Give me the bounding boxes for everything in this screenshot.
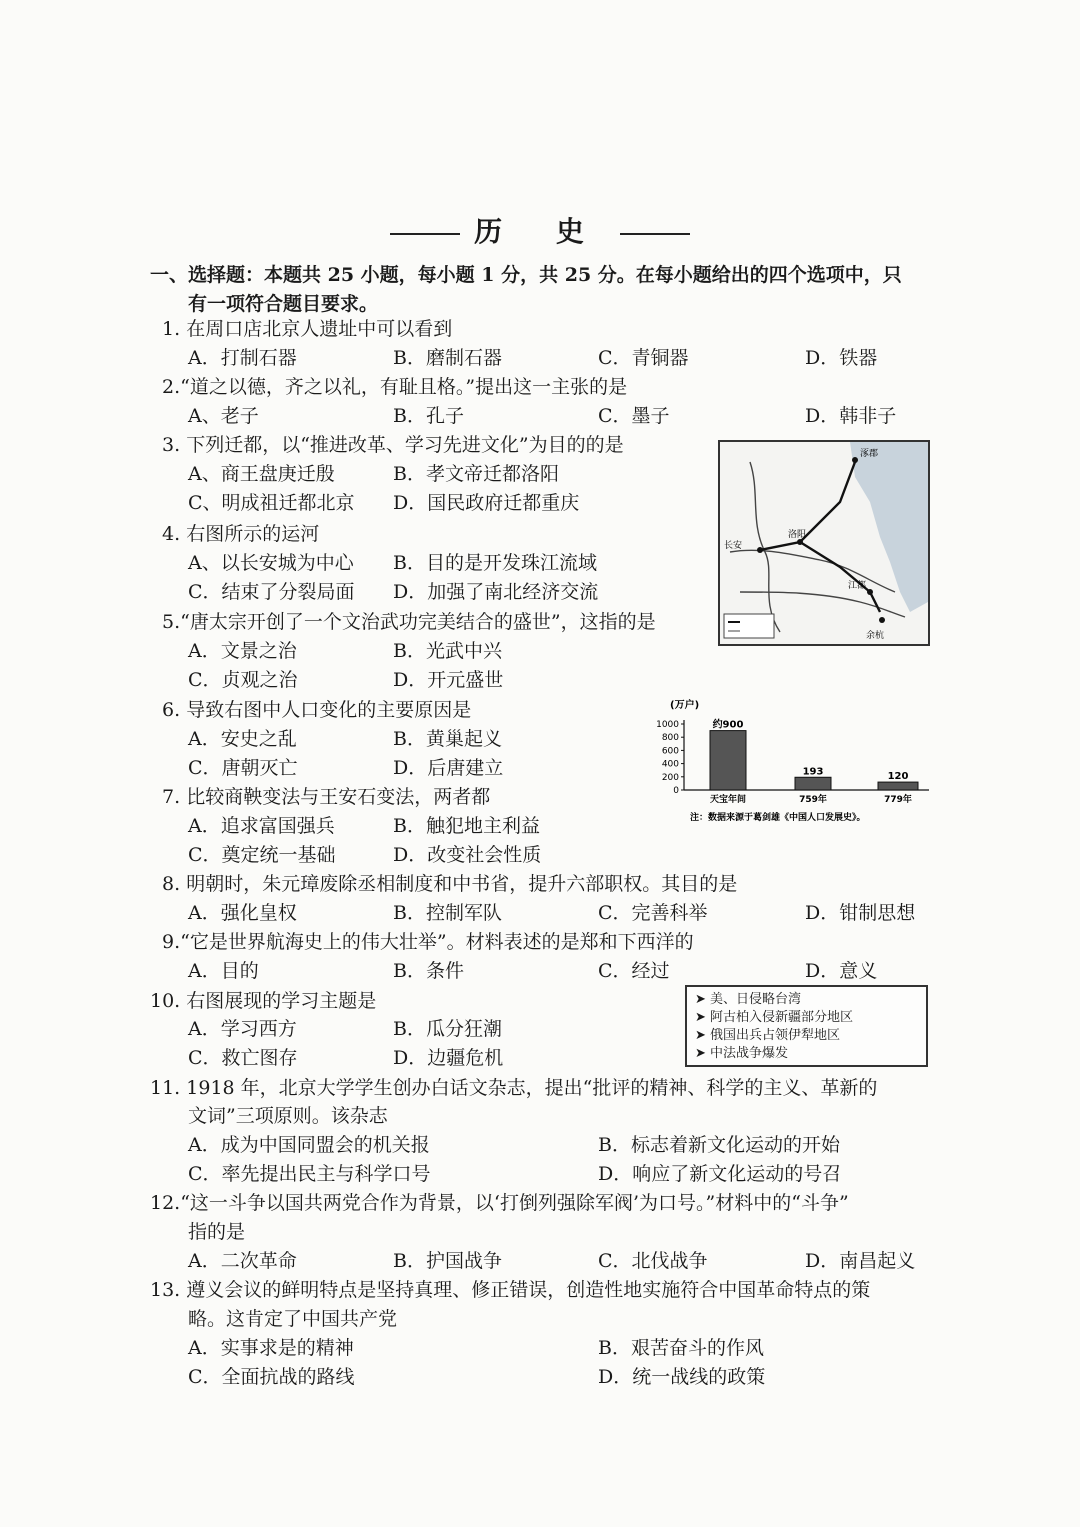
q9-option-c[interactable]: C．经过: [598, 960, 670, 982]
q8-option-c[interactable]: C．完善科举: [598, 902, 708, 924]
chart-category-label: 天宝年间: [709, 795, 747, 805]
chart-y-tick-label: 200: [661, 772, 679, 783]
chart-y-tick-label: 800: [661, 733, 679, 744]
canal-map: [718, 440, 930, 646]
question-11: 11. 1918 年，北京大学学生创办白话文杂志，提出“批评的精神、科学的主义、革新的: [150, 1077, 878, 1099]
page-title: 历 史: [0, 210, 1080, 250]
q1-option-a[interactable]: A．打制石器: [188, 347, 297, 369]
section-instruction-line2: 有一项符合题目要求。: [188, 293, 379, 315]
question-7: 7. 比较商鞅变法与王安石变法，两者都: [162, 786, 491, 808]
chart-data-label: 193: [802, 766, 824, 778]
q6-option-b[interactable]: B．黄巢起义: [393, 728, 502, 750]
q3-option-c[interactable]: C、明成祖迁都北京: [188, 492, 355, 514]
q4-option-c[interactable]: C．结束了分裂局面: [188, 581, 355, 603]
q9-option-d[interactable]: D．意义: [805, 960, 878, 982]
question-11-cont: 文词”三项原则。该杂志: [188, 1105, 388, 1127]
map-legend: [724, 614, 774, 638]
q1-option-d[interactable]: D．铁器: [805, 347, 878, 369]
q7-option-c[interactable]: C．奠定统一基础: [188, 844, 336, 866]
population-chart-svg: [650, 698, 940, 828]
question-12-cont: 指的是: [188, 1221, 246, 1243]
q6-option-c[interactable]: C．唐朝灭亡: [188, 757, 298, 779]
chart-category-label: 779年: [884, 795, 912, 805]
q7-option-a[interactable]: A．追求富国强兵: [188, 815, 335, 837]
map-label-jiangdu: 江都: [848, 581, 867, 591]
question-13-cont: 略。这肯定了中国共产党: [188, 1308, 398, 1330]
q1-option-b[interactable]: B．磨制石器: [393, 347, 502, 369]
title-rule-right: [620, 233, 690, 235]
q8-option-b[interactable]: B．控制军队: [393, 902, 502, 924]
city-zhuojun: [852, 457, 858, 463]
q5-option-c[interactable]: C．贞观之治: [188, 669, 298, 691]
q5-option-a[interactable]: A．文景之治: [188, 640, 297, 662]
map-label-changan: 长安: [724, 541, 743, 551]
q10-option-b[interactable]: B．瓜分狂潮: [393, 1018, 502, 1040]
q2-option-a[interactable]: A、老子: [188, 405, 259, 427]
chart-unit-label: (万户): [670, 700, 700, 711]
q4-option-a[interactable]: A、以长安城为中心: [188, 552, 354, 574]
events-item-3: ➤ 俄国出兵占领伊犁地区: [695, 1028, 841, 1043]
chart-bar: [710, 731, 746, 790]
q13-option-c[interactable]: C．全面抗战的路线: [188, 1366, 355, 1388]
city-jiangdu: [867, 589, 873, 595]
q13-option-d[interactable]: D．统一战线的政策: [598, 1366, 766, 1388]
events-box: [685, 985, 928, 1067]
population-chart: [650, 698, 940, 828]
q12-option-b[interactable]: B．护国战争: [393, 1250, 502, 1272]
q2-option-b[interactable]: B．孔子: [393, 405, 464, 427]
question-3: 3. 下列迁都，以“推进改革、学习先进文化”为目的的是: [162, 434, 624, 456]
q12-option-a[interactable]: A．二次革命: [188, 1250, 297, 1272]
question-2: 2.“道之以德，齐之以礼，有耻且格。”提出这一主张的是: [162, 376, 628, 398]
chart-data-label: 120: [887, 771, 909, 783]
q6-option-d[interactable]: D．后唐建立: [393, 757, 504, 779]
chart-data-label: 约900: [712, 719, 744, 731]
q11-option-b[interactable]: B．标志着新文化运动的开始: [598, 1134, 840, 1156]
chart-y-tick-label: 600: [661, 746, 679, 757]
title-rule-left: [390, 233, 460, 235]
chart-y-tick-label: 0: [673, 786, 679, 796]
city-changan: [757, 547, 763, 553]
q10-option-d[interactable]: D．边疆危机: [393, 1047, 504, 1069]
q4-option-b[interactable]: B．目的是开发珠江流域: [393, 552, 597, 574]
q3-option-d[interactable]: D．国民政府迁都重庆: [393, 492, 580, 514]
events-item-2: ➤ 阿古柏入侵新疆部分地区: [695, 1010, 854, 1025]
map-label-luoyang: 洛阳: [788, 530, 807, 540]
events-item-1: ➤ 美、日侵略台湾: [695, 992, 802, 1007]
q5-option-b[interactable]: B．光武中兴: [393, 640, 502, 662]
q11-option-a[interactable]: A．成为中国同盟会的机关报: [188, 1134, 430, 1156]
q11-option-d[interactable]: D．响应了新文化运动的号召: [598, 1163, 842, 1185]
section-instruction-line1: 一、选择题：本题共 25 小题，每小题 1 分，共 25 分。在每小题给出的四个选项中，只: [150, 264, 902, 286]
chart-y-tick-label: 1000: [656, 720, 679, 730]
chart-bar: [795, 777, 831, 790]
map-label-zhuojun: 涿郡: [860, 449, 879, 459]
chart-note: 注：数据来源于葛剑雄《中国人口发展史》。: [690, 813, 866, 823]
q1-option-c[interactable]: C．青铜器: [598, 347, 689, 369]
q3-option-a[interactable]: A、商王盘庚迁殷: [188, 463, 335, 485]
q2-option-c[interactable]: C．墨子: [598, 405, 670, 427]
question-13: 13. 遵义会议的鲜明特点是坚持真理、修正错误，创造性地实施符合中国革命特点的策: [150, 1279, 871, 1301]
q11-option-c[interactable]: C．率先提出民主与科学口号: [188, 1163, 431, 1185]
map-label-yuhang: 余杭: [866, 631, 885, 641]
q3-option-b[interactable]: B．孝文帝迁都洛阳: [393, 463, 559, 485]
question-10: 10. 右图展现的学习主题是: [150, 990, 377, 1012]
events-item-4: ➤ 中法战争爆发: [695, 1046, 789, 1061]
q6-option-a[interactable]: A．安史之乱: [188, 728, 297, 750]
q7-option-d[interactable]: D．改变社会性质: [393, 844, 542, 866]
question-9: 9.“它是世界航海史上的伟大壮举”。材料表述的是郑和下西洋的: [162, 931, 694, 953]
q9-option-b[interactable]: B．条件: [393, 960, 464, 982]
chart-y-tick-label: 400: [661, 759, 679, 770]
question-4: 4. 右图所示的运河: [162, 523, 320, 545]
q7-option-b[interactable]: B．触犯地主利益: [393, 815, 540, 837]
q12-option-d[interactable]: D．南昌起义: [805, 1250, 916, 1272]
question-1: 1. 在周口店北京人遗址中可以看到: [162, 318, 453, 340]
q12-option-c[interactable]: C．北伐战争: [598, 1250, 708, 1272]
q10-option-a[interactable]: A．学习西方: [188, 1018, 297, 1040]
question-8: 8. 明朝时，朱元璋废除丞相制度和中书省，提升六部职权。其目的是: [162, 873, 738, 895]
question-5: 5.“唐太宗开创了一个文治武功完美结合的盛世”，这指的是: [162, 611, 656, 633]
q13-option-b[interactable]: B．艰苦奋斗的作风: [598, 1337, 764, 1359]
canal-map-svg: [720, 442, 928, 644]
question-12: 12.“这一斗争以国共两党合作为背景，以‘打倒列强除军阀’为口号。”材料中的“斗争”: [150, 1192, 849, 1214]
city-yuhang: [879, 617, 885, 623]
q4-option-d[interactable]: D．加强了南北经济交流: [393, 581, 599, 603]
q2-option-d[interactable]: D．韩非子: [805, 405, 897, 427]
chart-bar: [878, 782, 918, 790]
question-6: 6. 导致右图中人口变化的主要原因是: [162, 699, 472, 721]
q9-option-a[interactable]: A．目的: [188, 960, 259, 982]
q13-option-a[interactable]: A．实事求是的精神: [188, 1337, 354, 1359]
chart-category-label: 759年: [799, 795, 827, 805]
q5-option-d[interactable]: D．开元盛世: [393, 669, 504, 691]
q10-option-c[interactable]: C．救亡图存: [188, 1047, 298, 1069]
q8-option-d[interactable]: D．钳制思想: [805, 902, 916, 924]
q8-option-a[interactable]: A．强化皇权: [188, 902, 297, 924]
